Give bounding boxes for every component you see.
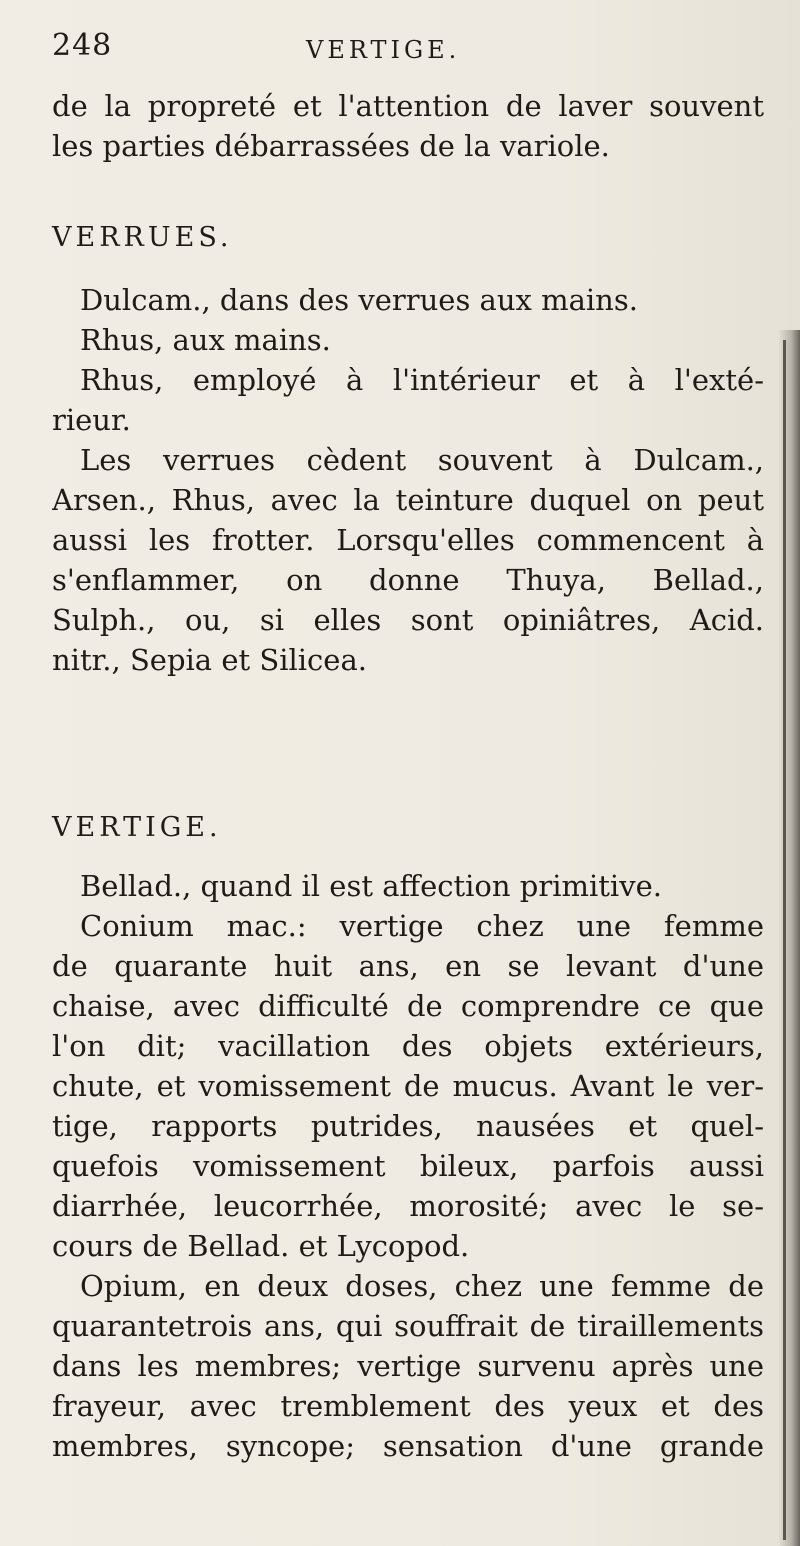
page-edge-shadow bbox=[778, 330, 800, 1546]
text-line: membres, syncope; sensation d'une grande bbox=[52, 1429, 764, 1463]
text-line: frayeur, avec tremblement des yeux et des bbox=[52, 1389, 764, 1423]
text-line: chute, et vomissement de mucus. Avant le ver- bbox=[52, 1069, 764, 1103]
text-line: chaise, avec difficulté de comprendre ce que bbox=[52, 989, 764, 1023]
text-line: Rhus, aux mains. bbox=[80, 323, 331, 357]
text-line: diarrhée, leucorrhée, morosité; avec le se- bbox=[52, 1189, 764, 1223]
text-line: l'on dit; vacillation des objets extérieurs, bbox=[52, 1029, 764, 1063]
text-line: quarantetrois ans, qui souffrait de tiraillements bbox=[52, 1309, 764, 1343]
text-line: Bellad., quand il est affection primitive. bbox=[80, 869, 662, 903]
intro-paragraph bbox=[52, 86, 764, 166]
text-line: de quarante huit ans, en se levant d'une bbox=[52, 949, 764, 983]
text-line: quefois vomissement bileux, parfois aussi bbox=[52, 1149, 764, 1183]
text-line: Conium mac.: vertige chez une femme bbox=[80, 909, 764, 943]
text-line: Dulcam., dans des verrues aux mains. bbox=[80, 283, 638, 317]
page-edge-line bbox=[783, 340, 786, 1540]
text-line: les parties débarrassées de la variole. bbox=[52, 129, 610, 163]
verrues-section bbox=[52, 280, 764, 680]
text-line: aussi les frotter. Lorsqu'elles commencent à bbox=[52, 523, 764, 557]
vertige-section bbox=[52, 866, 764, 1466]
text-line: de la propreté et l'attention de laver souvent bbox=[52, 89, 764, 123]
text-line: Les verrues cèdent souvent à Dulcam., bbox=[80, 443, 764, 477]
page-number: 248 bbox=[52, 28, 113, 63]
text-line: Opium, en deux doses, chez une femme de bbox=[80, 1269, 764, 1303]
text-line: nitr., Sepia et Silicea. bbox=[52, 643, 367, 677]
running-title: VERTIGE. bbox=[306, 36, 461, 64]
text-line: rieur. bbox=[52, 403, 131, 437]
section-heading-verrues: VERRUES. bbox=[52, 222, 233, 253]
text-line: Arsen., Rhus, avec la teinture duquel on peut bbox=[52, 483, 764, 517]
text-line: Rhus, employé à l'intérieur et à l'exté- bbox=[80, 363, 764, 397]
text-line: tige, rapports putrides, nausées et quel- bbox=[52, 1109, 764, 1143]
section-heading-vertige: VERTIGE. bbox=[52, 812, 222, 843]
text-line: cours de Bellad. et Lycopod. bbox=[52, 1229, 470, 1263]
text-line: s'enflammer, on donne Thuya, Bellad., bbox=[52, 563, 764, 597]
text-line: Sulph., ou, si elles sont opiniâtres, Acid. bbox=[52, 603, 764, 637]
text-line: dans les membres; vertige survenu après une bbox=[52, 1349, 764, 1383]
running-head bbox=[52, 28, 752, 68]
